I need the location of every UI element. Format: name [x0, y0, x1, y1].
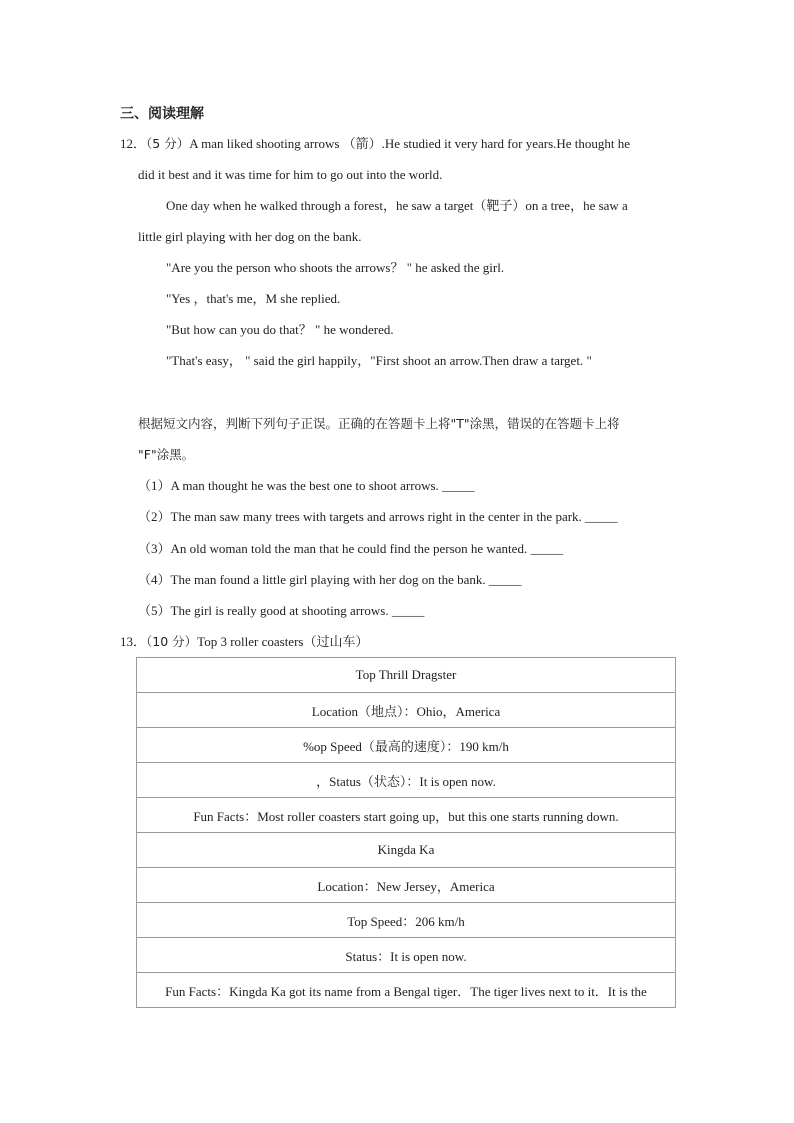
q12-instruction-line1: 根据短文内容，判断下列句子正误。正确的在答题卡上将"T"涂黑，错误的在答题卡上将	[138, 416, 620, 431]
q13-number: 13．	[120, 634, 147, 649]
q12-points: （5 分）	[146, 136, 190, 151]
table-cell: %op Speed（最高的速度）：190 km/h	[137, 728, 676, 763]
table-row	[137, 693, 676, 728]
table-row	[137, 903, 676, 938]
table-cell: Fun Facts：Kingda Ka got its name from a Bengal tiger．The tiger lives next to it．It is the	[137, 973, 676, 1008]
q12-dialog-line: "That's easy， " said the girl happily，"First shoot an arrow.Then draw a target. "	[166, 353, 592, 368]
q12-para2-line1: One day when he walked through a forest，he saw a target（靶子）on a tree，he saw a	[166, 198, 628, 213]
table-row	[137, 973, 676, 1008]
roller-coaster-table	[136, 657, 676, 1008]
table-row	[137, 833, 676, 868]
table-row	[137, 868, 676, 903]
table-row	[137, 658, 676, 693]
q13-title: Top 3 roller coasters（过山车）	[197, 634, 369, 649]
table-row	[137, 938, 676, 973]
q12-item-3: （3）An old woman told the man that he could find the person he wanted. _____	[138, 541, 563, 556]
q12-para1-line1: A man liked shooting arrows （箭）.He studied it very hard for years.He thought he	[189, 136, 631, 151]
table-row	[137, 798, 676, 833]
q12-item-4: （4）The man found a little girl playing with her dog on the bank. _____	[138, 572, 522, 587]
q12-header	[120, 135, 630, 153]
table-cell: Location（地点）：Ohio，America	[137, 693, 676, 728]
q13-points: （10 分）	[146, 634, 198, 649]
table-cell: Location：New Jersey，America	[137, 868, 676, 903]
table-cell: Top Speed：206 km/h	[137, 903, 676, 938]
q13-header	[120, 633, 368, 651]
q12-para1-line2: did it best and it was time for him to go out into the world.	[138, 167, 443, 182]
table-cell: ，Status（状态）：It is open now.	[137, 763, 676, 798]
table-row	[137, 763, 676, 798]
table-cell: Kingda Ka	[137, 833, 676, 868]
q12-item-2: （2）The man saw many trees with targets and arrows right in the center in the park. _____	[138, 509, 618, 524]
table-cell: Fun Facts：Most roller coasters start going up，but this one starts running down.	[137, 798, 676, 833]
q12-dialog-line: "But how can you do that？ " he wondered.	[166, 322, 394, 337]
q12-dialog-line: "Are you the person who shoots the arrows？ " he asked the girl.	[166, 260, 505, 275]
q12-para2-line2: little girl playing with her dog on the bank.	[138, 229, 362, 244]
q12-dialog-line: "Yes ，that's me，M she replied.	[166, 291, 341, 306]
table-cell: Top Thrill Dragster	[137, 658, 676, 693]
q12-number: 12．	[120, 136, 147, 151]
q12-instruction-line2: "F"涂黑。	[138, 447, 195, 462]
section-title: 三、阅读理解	[120, 106, 204, 122]
table-cell: Status：It is open now.	[137, 938, 676, 973]
q12-item-1: （1）A man thought he was the best one to shoot arrows. _____	[138, 478, 475, 493]
table-row	[137, 728, 676, 763]
q12-item-5: （5）The girl is really good at shooting arrows. _____	[138, 603, 425, 618]
